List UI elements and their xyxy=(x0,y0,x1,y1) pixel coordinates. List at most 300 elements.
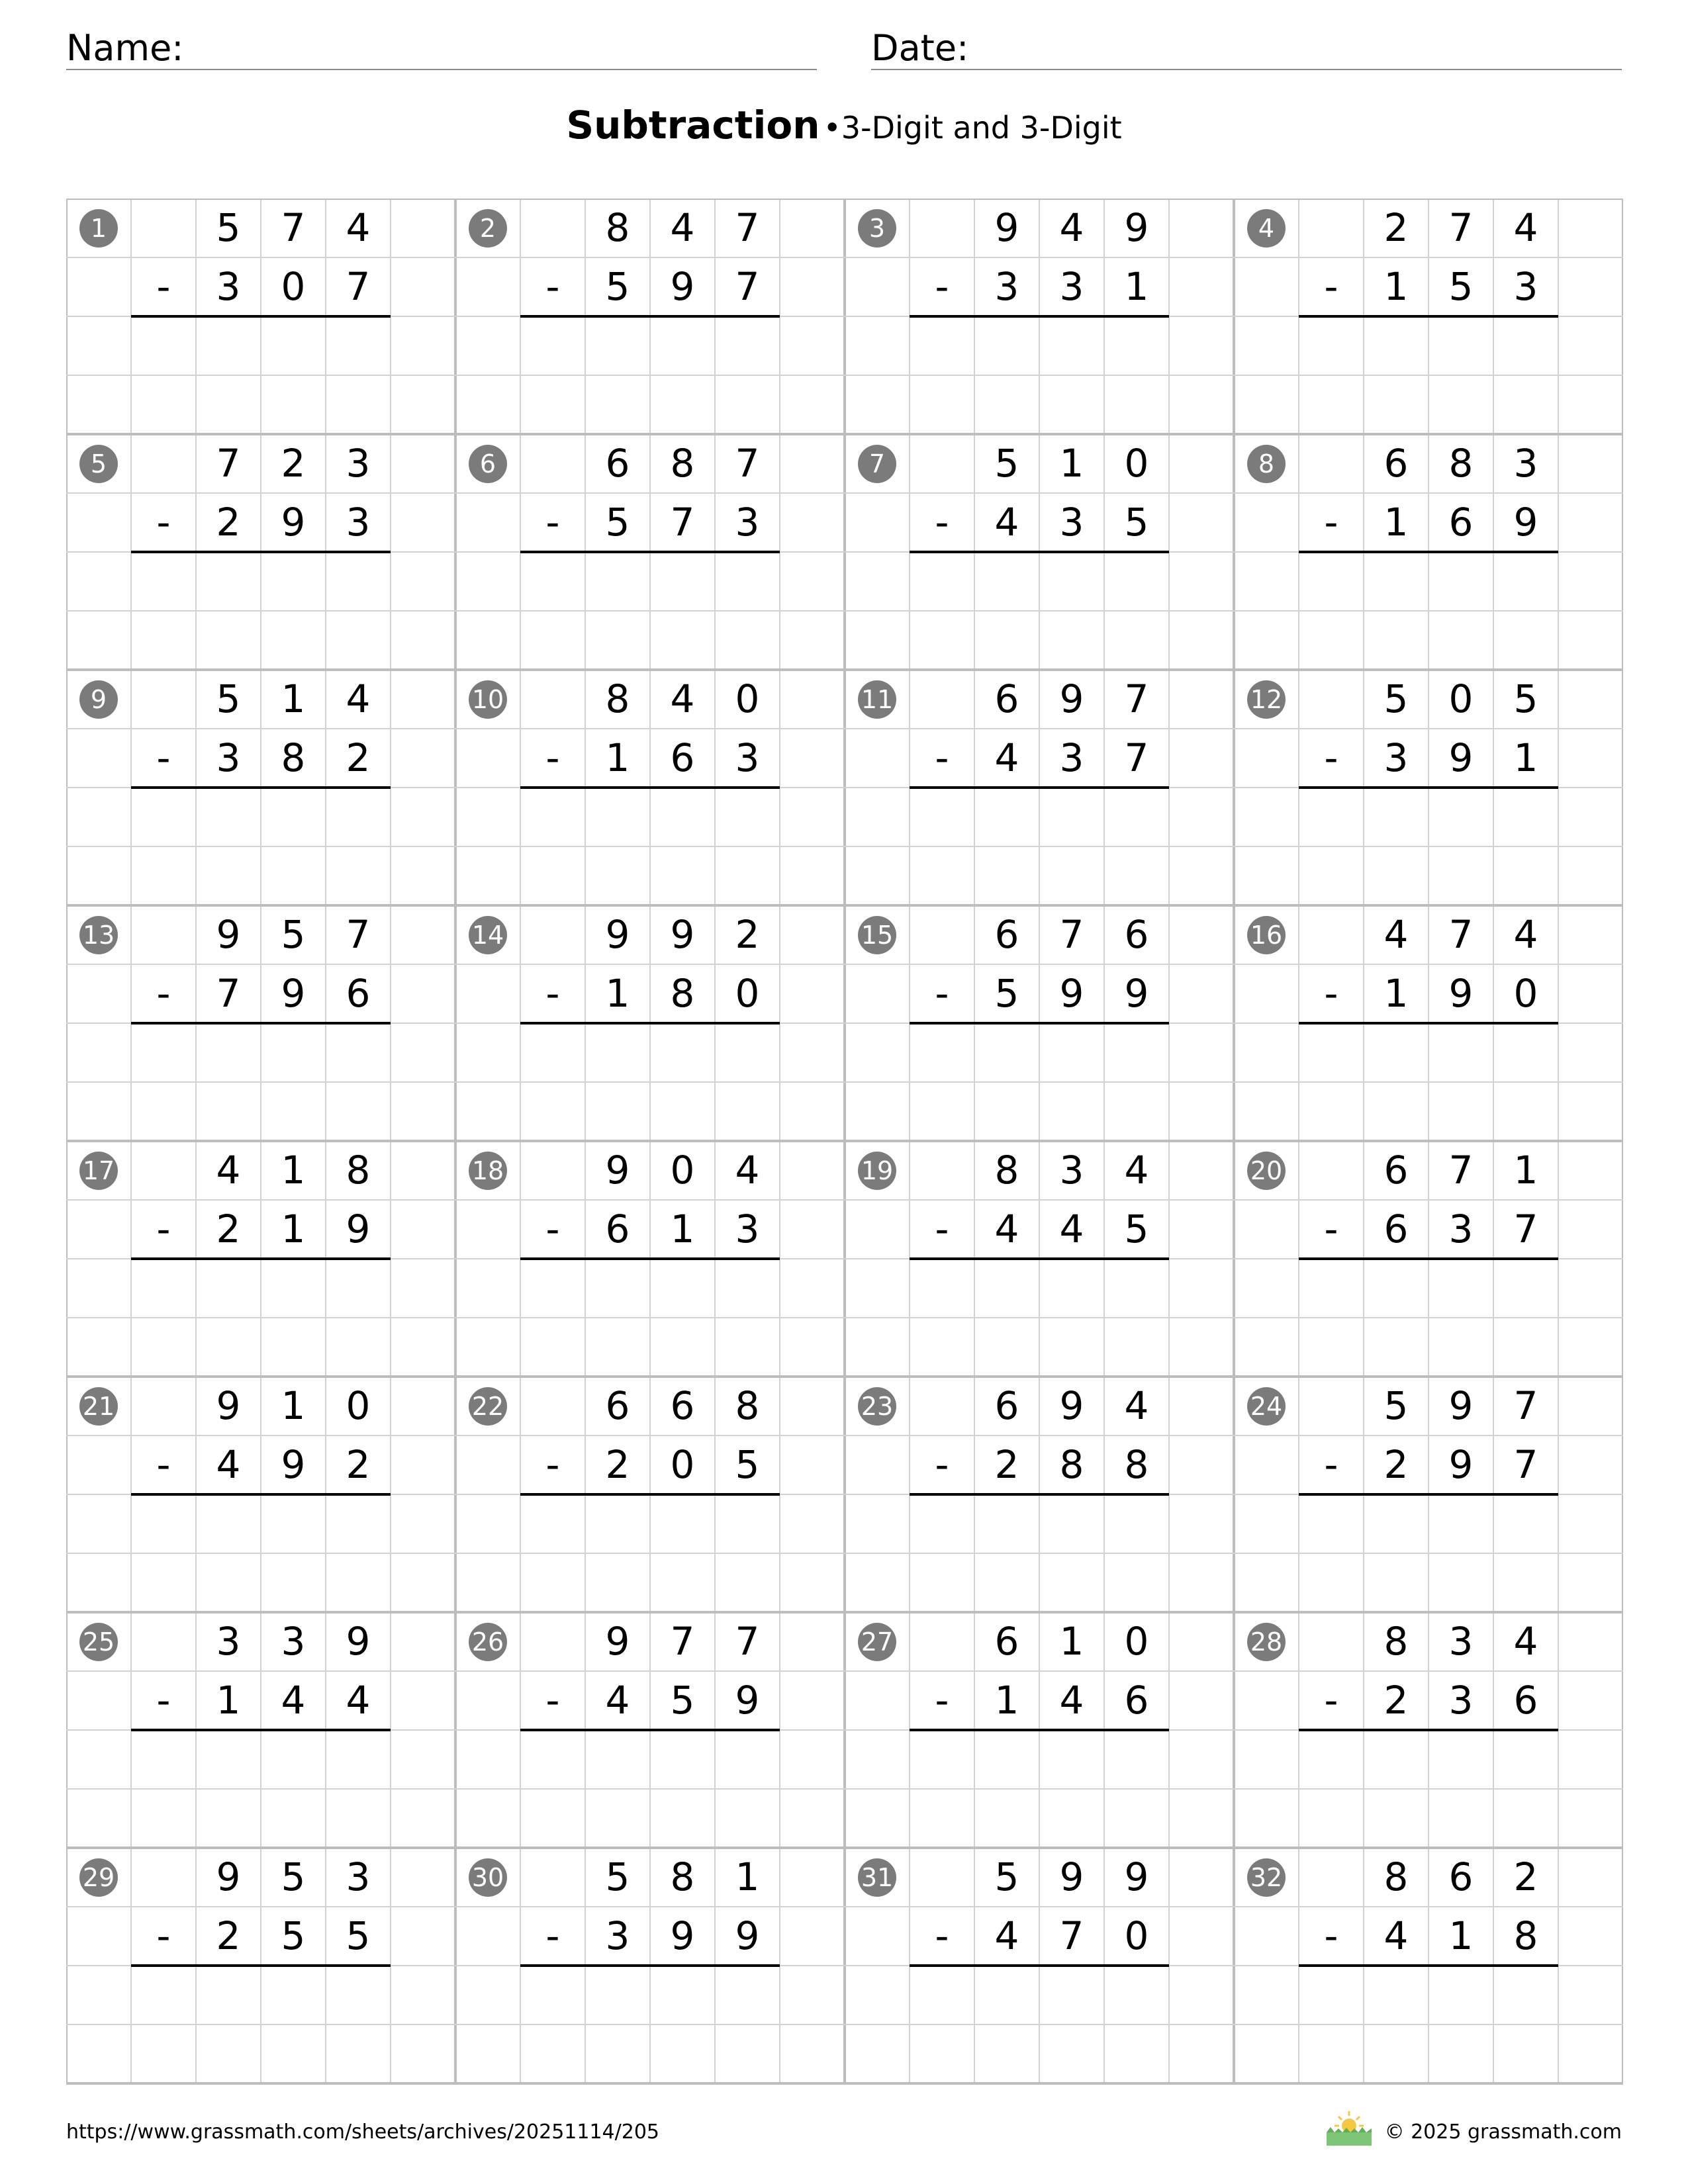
answer-area[interactable] xyxy=(520,1496,780,1552)
minus-sign: - xyxy=(156,735,171,780)
problem-number-badge: 28 xyxy=(1247,1623,1286,1661)
subtrahend-digit: 8 xyxy=(670,971,695,1016)
minuend-digit: 9 xyxy=(216,912,241,957)
minuend-digit: 6 xyxy=(994,676,1019,721)
answer-area[interactable] xyxy=(910,553,1169,610)
minus-sign: - xyxy=(935,1442,949,1487)
minus-sign: - xyxy=(1324,1913,1338,1958)
problem-number-badge: 22 xyxy=(469,1387,507,1426)
subtrahend-digit: 6 xyxy=(1383,1206,1409,1251)
minuend-digit: 3 xyxy=(346,1854,371,1899)
subtrahend-digit: 3 xyxy=(1059,500,1084,545)
subtrahend-digit: 1 xyxy=(1513,735,1538,780)
answer-area[interactable] xyxy=(910,318,1169,374)
minuend-digit: 9 xyxy=(1448,1383,1474,1428)
answer-area[interactable] xyxy=(520,318,780,374)
minuend-digit: 2 xyxy=(1513,1854,1538,1899)
name-label: Name: xyxy=(66,27,184,69)
minuend-digit: 7 xyxy=(1448,205,1474,250)
subtrahend-digit: 1 xyxy=(1383,264,1409,309)
problem-number-badge: 11 xyxy=(858,680,896,719)
answer-area[interactable] xyxy=(910,1260,1169,1316)
subtrahend-digit: 4 xyxy=(281,1678,306,1723)
minuend-digit: 5 xyxy=(994,441,1019,486)
subtrahend-digit: 3 xyxy=(735,1206,760,1251)
subtrahend-digit: 3 xyxy=(1448,1206,1474,1251)
subtrahend-digit: 2 xyxy=(216,1206,241,1251)
minuend-digit: 5 xyxy=(281,912,306,957)
minuend-digit: 8 xyxy=(670,1854,695,1899)
subtrahend-digit: 1 xyxy=(605,971,630,1016)
subtrahend-digit: 9 xyxy=(1124,971,1149,1016)
subtrahend-digit: 7 xyxy=(1513,1206,1538,1251)
subtrahend-digit: 2 xyxy=(216,1913,241,1958)
problem-number-badge: 23 xyxy=(858,1387,896,1426)
minuend-digit: 9 xyxy=(1059,676,1084,721)
minuend-digit: 6 xyxy=(670,1383,695,1428)
subtrahend-digit: 3 xyxy=(216,735,241,780)
answer-area[interactable] xyxy=(131,318,391,374)
answer-area[interactable] xyxy=(1299,789,1558,845)
answer-area[interactable] xyxy=(1299,1260,1558,1316)
answer-area[interactable] xyxy=(520,1024,780,1081)
answer-area[interactable] xyxy=(520,1967,780,2023)
problem-number-badge: 14 xyxy=(469,916,507,954)
minus-sign: - xyxy=(156,1678,171,1723)
minuend-digit: 4 xyxy=(735,1148,760,1193)
minuend-digit: 7 xyxy=(1448,1148,1474,1193)
minuend-digit: 9 xyxy=(1059,1854,1084,1899)
subtrahend-digit: 8 xyxy=(1513,1913,1538,1958)
problem-number-badge: 19 xyxy=(858,1152,896,1190)
subtrahend-digit: 5 xyxy=(994,971,1019,1016)
answer-area[interactable] xyxy=(131,1496,391,1552)
answer-area[interactable] xyxy=(131,789,391,845)
minus-sign: - xyxy=(1324,1678,1338,1723)
subtrahend-digit: 2 xyxy=(1383,1442,1409,1487)
subtrahend-digit: 1 xyxy=(216,1678,241,1723)
subtrahend-digit: 5 xyxy=(1448,264,1474,309)
worksheet-title xyxy=(0,103,1688,148)
problem-number-badge: 9 xyxy=(79,680,118,719)
minuend-digit: 4 xyxy=(216,1148,241,1193)
subtrahend-digit: 2 xyxy=(994,1442,1019,1487)
minuend-digit: 3 xyxy=(281,1619,306,1664)
problem-number-badge: 10 xyxy=(469,680,507,719)
subtrahend-digit: 0 xyxy=(281,264,306,309)
subtrahend-digit: 6 xyxy=(670,735,695,780)
minuend-digit: 6 xyxy=(1124,912,1149,957)
minuend-digit: 0 xyxy=(735,676,760,721)
minus-sign: - xyxy=(545,264,560,309)
minuend-digit: 3 xyxy=(1513,441,1538,486)
minuend-digit: 7 xyxy=(216,441,241,486)
problem-number-badge: 25 xyxy=(79,1623,118,1661)
minus-sign: - xyxy=(935,971,949,1016)
subtrahend-digit: 1 xyxy=(994,1678,1019,1723)
answer-area[interactable] xyxy=(1299,1967,1558,2023)
problem-number-badge: 29 xyxy=(79,1858,118,1897)
minuend-digit: 8 xyxy=(1448,441,1474,486)
minus-sign: - xyxy=(156,1442,171,1487)
minuend-digit: 7 xyxy=(1448,912,1474,957)
problem-number-badge: 24 xyxy=(1247,1387,1286,1426)
problem-cells xyxy=(66,199,1623,2089)
problem-number-badge: 31 xyxy=(858,1858,896,1897)
problem-number-badge: 15 xyxy=(858,916,896,954)
answer-area[interactable] xyxy=(1299,1024,1558,1081)
answer-area[interactable] xyxy=(910,1731,1169,1788)
minus-sign: - xyxy=(1324,735,1338,780)
minuend-digit: 9 xyxy=(1124,205,1149,250)
minuend-digit: 4 xyxy=(670,205,695,250)
minuend-digit: 5 xyxy=(216,205,241,250)
answer-area[interactable] xyxy=(131,1731,391,1788)
minuend-digit: 9 xyxy=(994,205,1019,250)
minuend-digit: 7 xyxy=(1513,1383,1538,1428)
minuend-digit: 4 xyxy=(1059,205,1084,250)
answer-area[interactable] xyxy=(131,1260,391,1316)
minuend-digit: 6 xyxy=(605,1383,630,1428)
subtrahend-digit: 4 xyxy=(1059,1206,1084,1251)
minus-sign: - xyxy=(156,1913,171,1958)
minuend-digit: 6 xyxy=(1383,441,1409,486)
problem-number-badge: 16 xyxy=(1247,916,1286,954)
answer-area[interactable] xyxy=(910,1496,1169,1552)
minuend-digit: 9 xyxy=(1059,1383,1084,1428)
subtrahend-digit: 5 xyxy=(1124,1206,1149,1251)
minuend-digit: 8 xyxy=(735,1383,760,1428)
subtrahend-digit: 4 xyxy=(994,1206,1019,1251)
minus-sign: - xyxy=(1324,1206,1338,1251)
subtrahend-digit: 6 xyxy=(1124,1678,1149,1723)
minuend-digit: 4 xyxy=(1383,912,1409,957)
minuend-digit: 5 xyxy=(281,1854,306,1899)
subtrahend-digit: 2 xyxy=(216,500,241,545)
minuend-digit: 7 xyxy=(1059,912,1084,957)
subtrahend-digit: 9 xyxy=(1448,735,1474,780)
minuend-digit: 7 xyxy=(735,1619,760,1664)
minus-sign: - xyxy=(935,735,949,780)
minuend-digit: 0 xyxy=(1124,1619,1149,1664)
minus-sign: - xyxy=(935,500,949,545)
subtrahend-digit: 5 xyxy=(1124,500,1149,545)
minuend-digit: 6 xyxy=(605,441,630,486)
minuend-digit: 8 xyxy=(670,441,695,486)
problem-number-badge: 27 xyxy=(858,1623,896,1661)
footer-url: https://www.grassmath.com/sheets/archives/20251114/205 xyxy=(66,2120,660,2144)
subtrahend-digit: 5 xyxy=(605,264,630,309)
minuend-digit: 5 xyxy=(1513,676,1538,721)
subtrahend-digit: 9 xyxy=(670,264,695,309)
title-main: Subtraction xyxy=(566,103,820,148)
problem-number-badge: 20 xyxy=(1247,1152,1286,1190)
subtrahend-digit: 5 xyxy=(346,1913,371,1958)
subtrahend-digit: 4 xyxy=(1059,1678,1084,1723)
subtrahend-digit: 3 xyxy=(735,735,760,780)
problem-number-badge: 4 xyxy=(1247,209,1286,248)
subtrahend-digit: 1 xyxy=(1383,500,1409,545)
minuend-digit: 0 xyxy=(670,1148,695,1193)
minuend-digit: 6 xyxy=(1383,1148,1409,1193)
problem-number-badge: 5 xyxy=(79,445,118,483)
subtrahend-digit: 8 xyxy=(281,735,306,780)
subtrahend-digit: 2 xyxy=(1383,1678,1409,1723)
subtrahend-digit: 7 xyxy=(670,500,695,545)
subtrahend-digit: 4 xyxy=(994,500,1019,545)
minuend-digit: 3 xyxy=(1448,1619,1474,1664)
answer-area[interactable] xyxy=(910,1024,1169,1081)
date-label: Date: xyxy=(871,27,969,69)
subtrahend-digit: 9 xyxy=(1513,500,1538,545)
minuend-digit: 6 xyxy=(994,1383,1019,1428)
minus-sign: - xyxy=(545,1678,560,1723)
subtrahend-digit: 1 xyxy=(670,1206,695,1251)
minuend-digit: 7 xyxy=(346,912,371,957)
minuend-digit: 1 xyxy=(281,676,306,721)
subtrahend-digit: 7 xyxy=(346,264,371,309)
problem-number-badge: 12 xyxy=(1247,680,1286,719)
subtrahend-digit: 2 xyxy=(346,735,371,780)
subtrahend-digit: 3 xyxy=(1059,735,1084,780)
subtrahend-digit: 6 xyxy=(1448,500,1474,545)
subtrahend-digit: 7 xyxy=(735,264,760,309)
minuend-digit: 3 xyxy=(346,441,371,486)
minus-sign: - xyxy=(545,735,560,780)
minuend-digit: 6 xyxy=(1448,1854,1474,1899)
subtrahend-digit: 1 xyxy=(1448,1913,1474,1958)
minuend-digit: 4 xyxy=(346,676,371,721)
problem-number-badge: 8 xyxy=(1247,445,1286,483)
minuend-digit: 4 xyxy=(1513,912,1538,957)
subtrahend-digit: 7 xyxy=(1513,1442,1538,1487)
minuend-digit: 7 xyxy=(735,441,760,486)
minuend-digit: 9 xyxy=(1124,1854,1149,1899)
problem-number-badge: 3 xyxy=(858,209,896,248)
minuend-digit: 3 xyxy=(216,1619,241,1664)
minuend-digit: 4 xyxy=(1124,1383,1149,1428)
minuend-digit: 4 xyxy=(1124,1148,1149,1193)
minuend-digit: 7 xyxy=(735,205,760,250)
answer-area[interactable] xyxy=(1299,553,1558,610)
problem-number-badge: 26 xyxy=(469,1623,507,1661)
subtrahend-digit: 5 xyxy=(670,1678,695,1723)
subtrahend-digit: 0 xyxy=(735,971,760,1016)
subtrahend-digit: 3 xyxy=(1448,1678,1474,1723)
minuend-digit: 8 xyxy=(605,676,630,721)
problem-number-badge: 2 xyxy=(469,209,507,248)
subtrahend-digit: 1 xyxy=(1124,264,1149,309)
problem-number-badge: 7 xyxy=(858,445,896,483)
minus-sign: - xyxy=(935,1206,949,1251)
minuend-digit: 2 xyxy=(1383,205,1409,250)
subtrahend-digit: 4 xyxy=(994,1913,1019,1958)
answer-area[interactable] xyxy=(910,1967,1169,2023)
minuend-digit: 2 xyxy=(281,441,306,486)
subtrahend-digit: 3 xyxy=(605,1913,630,1958)
minus-sign: - xyxy=(545,1442,560,1487)
answer-area[interactable] xyxy=(910,789,1169,845)
minuend-digit: 1 xyxy=(281,1383,306,1428)
subtrahend-digit: 1 xyxy=(605,735,630,780)
subtrahend-digit: 2 xyxy=(605,1442,630,1487)
subtrahend-digit: 5 xyxy=(735,1442,760,1487)
minuend-digit: 0 xyxy=(346,1383,371,1428)
minuend-digit: 9 xyxy=(346,1619,371,1664)
answer-area[interactable] xyxy=(1299,1496,1558,1552)
minuend-digit: 6 xyxy=(994,1619,1019,1664)
minuend-digit: 7 xyxy=(1124,676,1149,721)
minuend-digit: 0 xyxy=(1448,676,1474,721)
subtrahend-digit: 3 xyxy=(216,264,241,309)
minuend-digit: 7 xyxy=(281,205,306,250)
minuend-digit: 5 xyxy=(1383,1383,1409,1428)
minus-sign: - xyxy=(935,264,949,309)
subtrahend-digit: 6 xyxy=(346,971,371,1016)
minuend-digit: 5 xyxy=(216,676,241,721)
subtrahend-digit: 9 xyxy=(346,1206,371,1251)
problem-grid xyxy=(66,199,1623,2089)
minuend-digit: 5 xyxy=(994,1854,1019,1899)
answer-area[interactable] xyxy=(1299,318,1558,374)
minuend-digit: 4 xyxy=(670,676,695,721)
minuend-digit: 5 xyxy=(1383,676,1409,721)
minuend-digit: 9 xyxy=(605,1619,630,1664)
subtrahend-digit: 7 xyxy=(216,971,241,1016)
minuend-digit: 1 xyxy=(1059,1619,1084,1664)
minuend-digit: 9 xyxy=(216,1854,241,1899)
minus-sign: - xyxy=(935,1678,949,1723)
subtrahend-digit: 0 xyxy=(1124,1913,1149,1958)
subtrahend-digit: 9 xyxy=(1448,971,1474,1016)
name-field[interactable] xyxy=(66,25,817,70)
minuend-digit: 4 xyxy=(1513,205,1538,250)
minuend-digit: 0 xyxy=(1124,441,1149,486)
subtrahend-digit: 3 xyxy=(994,264,1019,309)
problem-number-badge: 18 xyxy=(469,1152,507,1190)
answer-area[interactable] xyxy=(520,789,780,845)
minus-sign: - xyxy=(1324,264,1338,309)
subtrahend-digit: 4 xyxy=(346,1678,371,1723)
answer-area[interactable] xyxy=(520,1731,780,1788)
subtrahend-digit: 9 xyxy=(281,1442,306,1487)
answer-area[interactable] xyxy=(131,1024,391,1081)
answer-area[interactable] xyxy=(1299,1731,1558,1788)
subtrahend-digit: 3 xyxy=(1513,264,1538,309)
footer-copyright: © 2025 grassmath.com xyxy=(1384,2120,1622,2144)
minuend-digit: 5 xyxy=(605,1854,630,1899)
minuend-digit: 2 xyxy=(735,912,760,957)
minus-sign: - xyxy=(545,971,560,1016)
answer-area[interactable] xyxy=(520,553,780,610)
minus-sign: - xyxy=(156,264,171,309)
minuend-digit: 9 xyxy=(605,912,630,957)
minus-sign: - xyxy=(156,971,171,1016)
title-separator: • xyxy=(823,110,841,146)
answer-area[interactable] xyxy=(131,553,391,610)
subtrahend-digit: 9 xyxy=(1059,971,1084,1016)
problem-number-badge: 17 xyxy=(79,1152,118,1190)
answer-area[interactable] xyxy=(131,1967,391,2023)
subtrahend-digit: 3 xyxy=(1383,735,1409,780)
minuend-digit: 4 xyxy=(1513,1619,1538,1664)
answer-area[interactable] xyxy=(520,1260,780,1316)
subtrahend-digit: 5 xyxy=(281,1913,306,1958)
subtrahend-digit: 4 xyxy=(216,1442,241,1487)
problem-number-badge: 30 xyxy=(469,1858,507,1897)
problem-number-badge: 21 xyxy=(79,1387,118,1426)
minuend-digit: 9 xyxy=(216,1383,241,1428)
minuend-digit: 3 xyxy=(1059,1148,1084,1193)
minus-sign: - xyxy=(545,1913,560,1958)
subtrahend-digit: 4 xyxy=(605,1678,630,1723)
subtrahend-digit: 4 xyxy=(994,735,1019,780)
subtrahend-digit: 8 xyxy=(1124,1442,1149,1487)
subtrahend-digit: 7 xyxy=(1059,1913,1084,1958)
problem-number-badge: 13 xyxy=(79,916,118,954)
subtrahend-digit: 9 xyxy=(735,1678,760,1723)
subtrahend-digit: 0 xyxy=(670,1442,695,1487)
subtrahend-digit: 1 xyxy=(281,1206,306,1251)
subtrahend-digit: 9 xyxy=(281,971,306,1016)
subtrahend-digit: 9 xyxy=(1448,1442,1474,1487)
subtrahend-digit: 6 xyxy=(1513,1678,1538,1723)
problem-number-badge: 1 xyxy=(79,209,118,248)
problem-number-badge: 6 xyxy=(469,445,507,483)
grass-sun-logo-icon xyxy=(1323,2109,1376,2148)
subtrahend-digit: 3 xyxy=(1059,264,1084,309)
minuend-digit: 8 xyxy=(1383,1619,1409,1664)
subtrahend-digit: 7 xyxy=(1124,735,1149,780)
minuend-digit: 1 xyxy=(735,1854,760,1899)
subtrahend-digit: 0 xyxy=(1513,971,1538,1016)
minuend-digit: 9 xyxy=(605,1148,630,1193)
subtrahend-digit: 6 xyxy=(605,1206,630,1251)
minuend-digit: 8 xyxy=(346,1148,371,1193)
minuend-digit: 1 xyxy=(1513,1148,1538,1193)
subtrahend-digit: 3 xyxy=(735,500,760,545)
minus-sign: - xyxy=(1324,1442,1338,1487)
title-sub: 3-Digit and 3-Digit xyxy=(841,110,1122,146)
subtrahend-digit: 3 xyxy=(346,500,371,545)
minus-sign: - xyxy=(545,1206,560,1251)
minus-sign: - xyxy=(1324,500,1338,545)
subtrahend-digit: 4 xyxy=(1383,1913,1409,1958)
subtrahend-digit: 8 xyxy=(1059,1442,1084,1487)
minuend-digit: 1 xyxy=(281,1148,306,1193)
minuend-digit: 4 xyxy=(346,205,371,250)
minus-sign: - xyxy=(545,500,560,545)
date-field[interactable] xyxy=(871,25,1622,70)
subtrahend-digit: 9 xyxy=(670,1913,695,1958)
subtrahend-digit: 1 xyxy=(1383,971,1409,1016)
subtrahend-digit: 2 xyxy=(346,1442,371,1487)
minuend-digit: 9 xyxy=(670,912,695,957)
minuend-digit: 7 xyxy=(670,1619,695,1664)
minuend-digit: 1 xyxy=(1059,441,1084,486)
minus-sign: - xyxy=(156,1206,171,1251)
subtrahend-digit: 9 xyxy=(281,500,306,545)
minus-sign: - xyxy=(935,1913,949,1958)
subtrahend-digit: 5 xyxy=(605,500,630,545)
minuend-digit: 8 xyxy=(605,205,630,250)
minuend-digit: 8 xyxy=(1383,1854,1409,1899)
problem-number-badge: 32 xyxy=(1247,1858,1286,1897)
minuend-digit: 8 xyxy=(994,1148,1019,1193)
subtrahend-digit: 9 xyxy=(735,1913,760,1958)
minuend-digit: 6 xyxy=(994,912,1019,957)
minus-sign: - xyxy=(156,500,171,545)
